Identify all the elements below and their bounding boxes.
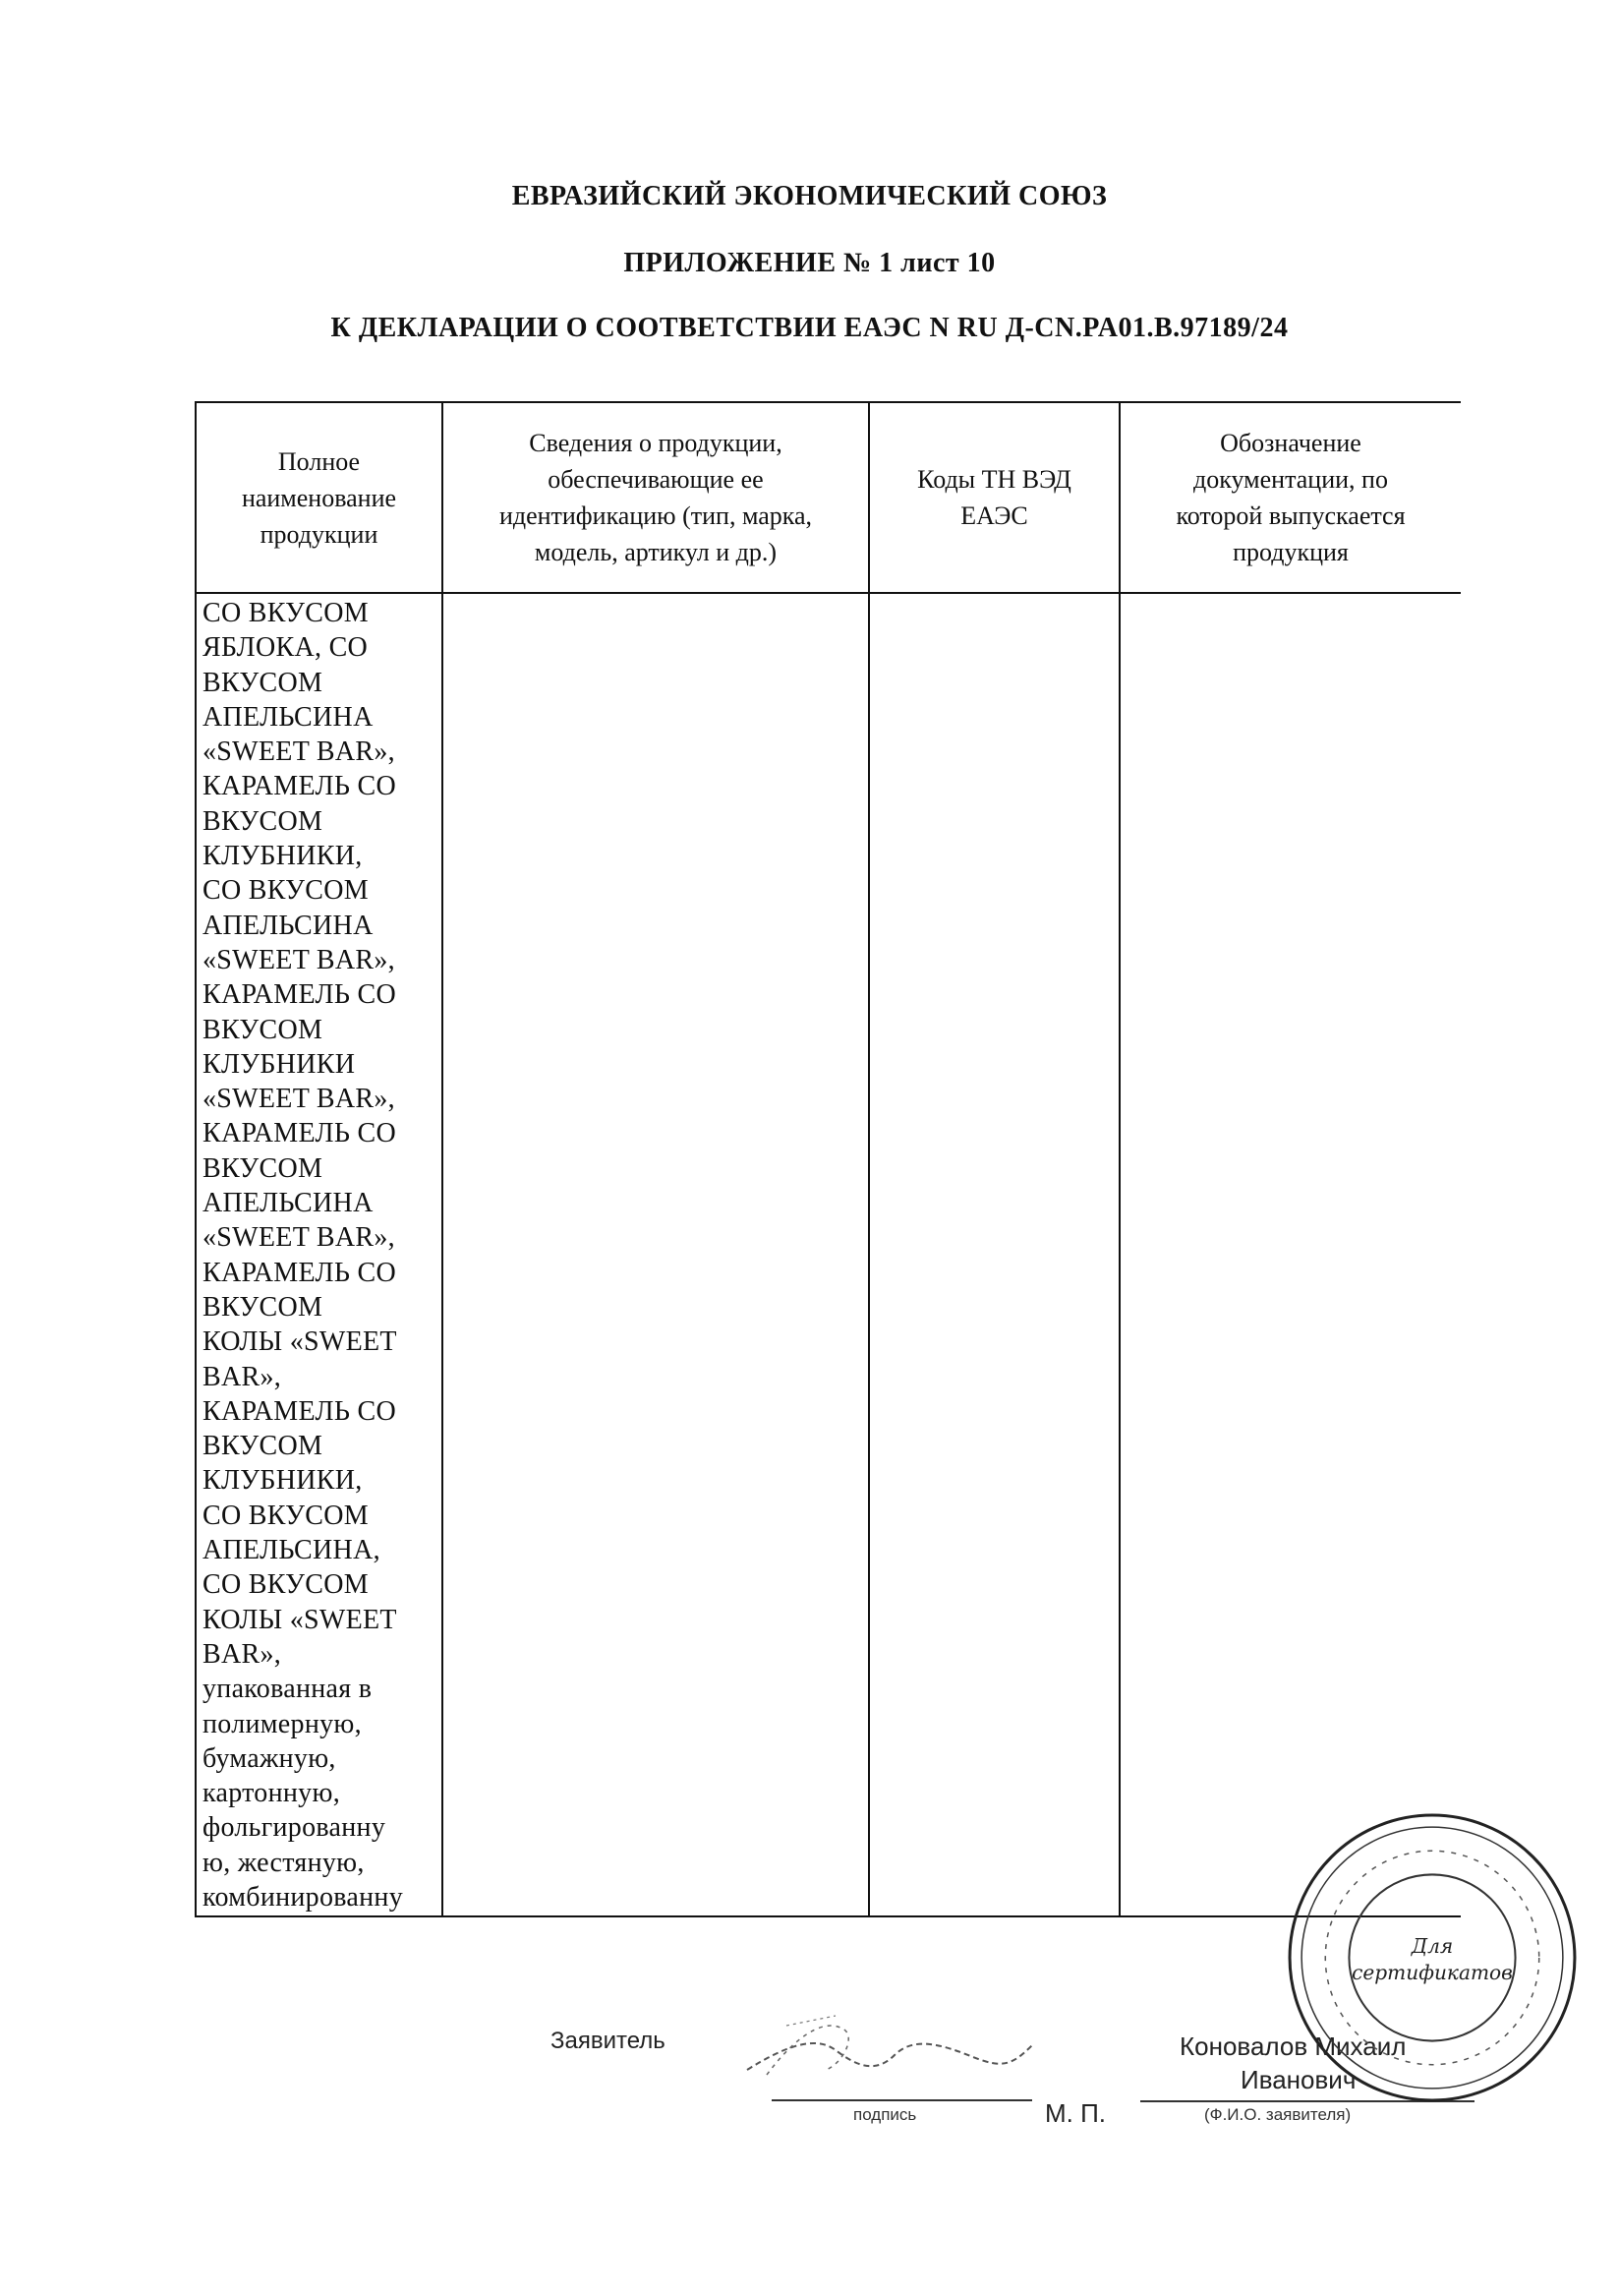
union-title: ЕВРАЗИЙСКИЙ ЭКОНОМИЧЕСКИЙ СОЮЗ bbox=[511, 181, 1108, 211]
column-header-product-name: Полное наименование продукции bbox=[241, 446, 397, 549]
appendix-title: ПРИЛОЖЕНИЕ № 1 лист 10 bbox=[623, 248, 996, 278]
signature-image bbox=[727, 1976, 1042, 2104]
seal-label: М. П. bbox=[1045, 2098, 1107, 2128]
applicant-label: Заявитель bbox=[550, 2028, 665, 2054]
svg-text:сертификатов: сертификатов bbox=[1352, 1961, 1513, 1985]
column-header-documentation: Обозначение документации, по которой выпускается продукция bbox=[1176, 429, 1406, 566]
column-header-product-info: Сведения о продукции, обеспечивающие ее идентификацию (тип, марка, модель, артикул и др.) bbox=[498, 429, 813, 566]
name-caption: (Ф.И.О. заявителя) bbox=[1204, 2105, 1352, 2124]
applicant-name-line1: Коновалов Михаил bbox=[1180, 2031, 1407, 2061]
product-name-cell: СО ВКУСОМ ЯБЛОКА, СО ВКУСОМ АПЕЛЬСИНА «SWEET BAR», КАРАМЕЛЬ СО ВКУСОМ КЛУБНИКИ, СО ВКУСОМ АПЕЛЬСИНА «SWEET BAR», КАРАМЕЛЬ СО ВКУСОМ КЛУБНИКИ «SWEET BAR», КАРАМЕЛЬ СО ВКУСОМ АПЕЛЬСИНА «SWEET BAR», КАРАМЕЛЬ СО ВКУСОМ КОЛЫ «SWEET BAR», КАРАМЕЛЬ СО ВКУСОМ КЛУБНИКИ, СО ВКУСОМ АПЕЛЬСИНА, СО ВКУСОМ КОЛЫ «SWEET BAR», упакованная в полимерную, бумажную, картонную, фольгированну ю, жестяную, комбинированну bbox=[202, 598, 404, 1913]
declaration-title: К ДЕКЛАРАЦИИ О СООТВЕТСТВИИ ЕАЭС N RU Д-CN.PA01.B.97189/24 bbox=[330, 313, 1289, 343]
applicant-name-line2: Иванович bbox=[1241, 2065, 1357, 2094]
signature-caption: подпись bbox=[853, 2105, 917, 2124]
column-header-tn-ved-codes: Коды ТН ВЭД ЕАЭС bbox=[917, 465, 1071, 530]
product-table bbox=[195, 401, 1461, 1917]
signature-line bbox=[772, 2099, 1032, 2101]
svg-text:Для: Для bbox=[1411, 1933, 1454, 1958]
company-seal-stamp bbox=[1284, 1809, 1581, 2106]
